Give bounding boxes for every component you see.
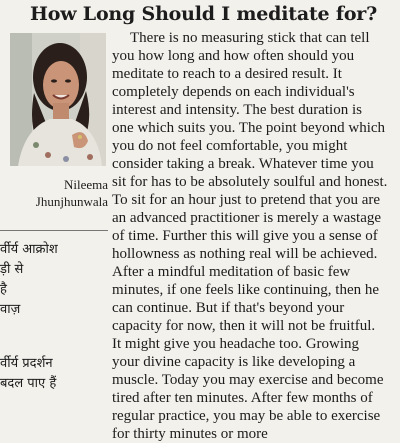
- side-line: ड़ी से: [0, 262, 24, 277]
- body-line: tired after ten minutes. After few months of: [112, 390, 373, 406]
- column-divider: [0, 230, 108, 231]
- body-line: After a mindful meditation of basic few: [112, 264, 351, 280]
- body-line: There is no measuring stick that can tell: [130, 30, 370, 46]
- side-line: है: [0, 282, 7, 297]
- body-line: hollowness as nothing real will be achieved.: [112, 246, 378, 262]
- body-line: interest and intensity. The best duration is: [112, 102, 362, 118]
- article-body: [112, 29, 400, 443]
- body-line: muscle. Today you may exercise and become: [112, 372, 384, 388]
- author-photo: [10, 33, 106, 166]
- body-line: capacity for now, then it will not be fruitful.: [112, 318, 376, 334]
- body-line: meditate to reach to a desired result. It: [112, 66, 342, 82]
- body-line: an advanced practitioner is merely a wastage: [112, 210, 382, 226]
- author-last-name: Jhunjhunwala: [35, 194, 108, 209]
- side-line: वाज़: [0, 302, 21, 317]
- body-line: sit for has to be absolutely soulful and honest.: [112, 174, 388, 190]
- body-line: one which suits you. The point beyond which: [112, 120, 386, 136]
- body-line: your divine capacity is like developing a: [112, 354, 356, 370]
- side-line: र्वीर्य प्रदर्शन: [0, 356, 53, 371]
- body-line: regular practice, you may be able to exercise: [112, 408, 381, 424]
- body-line: minutes, if one feels like continuing, then he: [112, 282, 380, 298]
- body-line: To sit for an hour just to pretend that you are: [112, 192, 381, 208]
- article-headline: How Long Should I meditate for?: [30, 3, 378, 25]
- body-line: for thirty minutes or more: [112, 426, 268, 442]
- body-line: you how long and how often should you: [112, 48, 355, 64]
- side-line: र्वीर्य आक्रोश: [0, 242, 58, 257]
- author-byline: [8, 176, 108, 210]
- body-line: completely depends on each individual's: [112, 84, 355, 100]
- side-column-block-1: [0, 240, 110, 320]
- side-column-block-2: [0, 354, 110, 394]
- body-line: can continue. But if that's beyond your: [112, 300, 345, 316]
- body-line: It might give you headache too. Growing: [112, 336, 360, 352]
- side-line: बदल पाए हैं: [0, 376, 57, 391]
- body-line: of time. Further this will give you a sense of: [112, 228, 378, 244]
- body-line: consider taking a break. Whatever time you: [112, 156, 374, 172]
- author-first-name: Nileema: [63, 177, 108, 192]
- body-line: you do not feel comfortable, you might: [112, 138, 348, 154]
